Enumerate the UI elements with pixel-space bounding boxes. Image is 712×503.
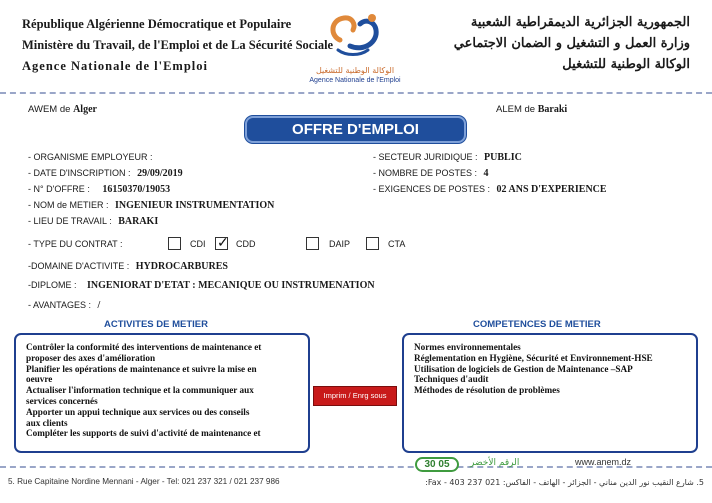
checkbox-cta[interactable] — [366, 237, 379, 250]
contract-daip-label: DAIP — [329, 239, 351, 249]
diplome-value: INGENIORAT D'ETAT : MECANIQUE OU INSTRUMENATION — [87, 280, 375, 291]
logo-arabic-text: الوكالة الوطنية للتشغيل — [315, 66, 395, 75]
date-inscription-label: - DATE D'INSCRIPTION : — [28, 168, 131, 178]
no-offre-label: - N° D'OFFRE : — [28, 184, 90, 194]
date-inscription-value: 29/09/2019 — [137, 168, 183, 179]
green-number-badge: 30 05 — [415, 457, 459, 472]
avantages-value: / — [97, 300, 101, 311]
header-divider — [0, 92, 712, 94]
activites-line: Actualiser l'information technique et la communiquer aux — [26, 385, 254, 396]
nb-postes-label: - NOMBRE DE POSTES : — [373, 168, 478, 178]
activites-line: oeuvre — [26, 374, 53, 385]
contract-cdi-label: CDI — [190, 239, 206, 249]
checkmark-icon: ✓ — [217, 234, 229, 250]
organisme-label: - ORGANISME EMPLOYEUR : — [28, 152, 153, 162]
nb-postes-value: 4 — [483, 168, 489, 179]
secteur-field — [373, 152, 522, 163]
domaine-label: -DOMAINE D'ACTIVITE : — [28, 261, 130, 271]
domaine-field — [28, 261, 228, 272]
date-inscription-field — [28, 168, 183, 179]
no-offre-value: 16150370/19053 — [102, 184, 171, 195]
anem-logo-icon — [320, 6, 390, 66]
competences-line: Réglementation en Hygiène, Sécurité et Environnement-HSE — [414, 352, 653, 363]
alem-label: ALEM de — [496, 104, 536, 115]
header-french-block — [22, 14, 333, 77]
activites-title: ACTIVITES DE METIER — [104, 319, 208, 330]
awem-value: Alger — [73, 104, 97, 115]
no-offre-field — [28, 184, 170, 195]
awem-label: AWEM de — [28, 104, 71, 115]
activites-line: Planifier les opérations de maintenance et suivre la mise en — [26, 363, 257, 374]
avantages-label: - AVANTAGES : — [28, 300, 92, 310]
competences-line: Normes environnementales — [414, 342, 521, 352]
exigences-field — [373, 184, 607, 195]
secteur-value: PUBLIC — [484, 152, 522, 163]
lieu-travail-label: - LIEU DE TRAVAIL : — [28, 216, 112, 226]
footer-address-ar: 5. شارع النقيب نور الدين مناني - الجزائر - الهاتف - الفاكس: 021 237 403 - Fax: — [425, 478, 704, 487]
nom-metier-label: - NOM de METIER : — [28, 200, 109, 210]
header-fr-line-3: Agence Nationale de l'Emploi — [22, 59, 208, 73]
competences-line: Utilisation de logiciels de Gestion de Maintenance –SAP — [414, 363, 633, 374]
awem-field — [28, 104, 97, 115]
activites-line: services concernés — [26, 395, 98, 406]
lieu-travail-value: BARAKI — [118, 216, 159, 227]
diplome-field — [28, 280, 375, 291]
website-link[interactable]: www.anem.dz — [575, 457, 632, 467]
header-ar-line-3: الوكالة الوطنية للتشغيل — [562, 57, 690, 72]
diplome-label: -DIPLOME : — [28, 280, 77, 290]
checkbox-cdi[interactable] — [168, 237, 181, 250]
footer-address-fr: 5. Rue Capitaine Nordine Mennani - Alger - Tel: 021 237 321 / 021 237 986 — [8, 477, 280, 486]
contract-cdd-label: CDD — [236, 239, 256, 249]
domaine-value: HYDROCARBURES — [135, 261, 228, 272]
exigences-value: 02 ANS D'EXPERIENCE — [496, 184, 607, 195]
header-ar-line-1: الجمهورية الجزائرية الديمقراطية الشعبية — [470, 15, 690, 30]
header-ar-line-2: وزارة العمل و التشغيل و الضمان الاجتماعي — [453, 36, 690, 51]
competences-line: Techniques d'audit — [414, 374, 489, 385]
activites-line: Contrôler la conformité des interventions de maintenance et — [26, 342, 262, 352]
alem-value: Baraki — [537, 104, 568, 115]
competences-title: COMPETENCES DE METIER — [473, 319, 601, 330]
nb-postes-field — [373, 168, 489, 179]
checkbox-daip[interactable] — [306, 237, 319, 250]
activites-line: Apporter un appui technique aux services ou des conseils — [26, 406, 250, 417]
logo-french-text: Agence Nationale de l'Emploi — [309, 77, 401, 84]
green-number-label: الرقم الأخضر — [470, 458, 520, 468]
exigences-label: - EXIGENCES DE POSTES : — [373, 184, 491, 194]
nom-metier-field — [28, 200, 274, 211]
secteur-label: - SECTEUR JURIDIQUE : — [373, 152, 478, 162]
checkbox-cdd[interactable] — [215, 234, 229, 250]
lieu-travail-field — [28, 216, 158, 227]
alem-field — [496, 104, 567, 115]
contract-cta-label: CTA — [388, 239, 406, 249]
organisme-field — [28, 152, 157, 163]
header-fr-line-2: Ministère du Travail, de l'Emploi et de La Sécurité Sociale — [22, 38, 334, 52]
competences-line: Méthodes de résolution de problèmes — [414, 385, 560, 396]
activites-line: aux clients — [26, 417, 68, 428]
avantages-field — [28, 300, 100, 311]
activites-line: proposer des axes d'amélioration — [26, 352, 156, 363]
activites-line: Compléter les supports de suivi d'activité de maintenance et — [26, 428, 261, 439]
page-title: OFFRE D'EMPLOI — [245, 116, 466, 143]
competences-box — [402, 333, 698, 453]
nom-metier-value: INGENIEUR INSTRUMENTATION — [115, 200, 275, 211]
header-fr-line-1: République Algérienne Démocratique et Populaire — [22, 17, 292, 31]
print-save-button[interactable]: Imprim / Enrg sous — [313, 386, 397, 406]
activites-box — [14, 333, 310, 453]
header-arabic-block — [454, 12, 690, 75]
type-contrat-label: - TYPE DU CONTRAT : — [28, 239, 123, 249]
anem-logo — [300, 6, 410, 96]
